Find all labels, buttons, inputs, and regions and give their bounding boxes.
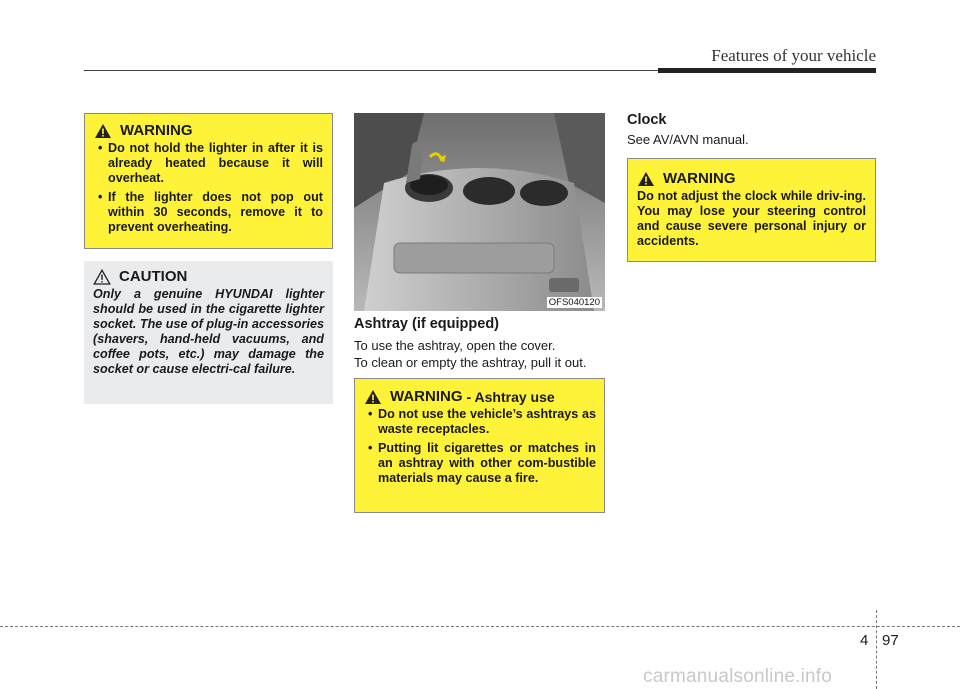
- center-console-illustration: [354, 113, 605, 311]
- section-title: Features of your vehicle: [711, 46, 876, 65]
- footer-rule: [0, 626, 960, 627]
- warning-heading: [637, 170, 866, 187]
- header-rule-accent: [658, 68, 876, 73]
- caution-text: Only a genuine HYUNDAI lighter should be used in the cigarette lighter socket. The use of plug-in accessories (shavers, hand-held vacuums, and coffee pots, etc.) may damage the socket or cause electri-cal failure.: [93, 287, 324, 376]
- caution-title: CAUTION: [119, 268, 188, 285]
- chapter-number: 4: [860, 632, 869, 649]
- lighter-warning-box: [84, 113, 333, 249]
- clock-text: See AV/AVN manual.: [627, 132, 749, 147]
- warning-triangle-icon: [364, 389, 382, 405]
- warning-text: Do not adjust the clock while driv-ing. You may lose your steering control and cause severe personal injury or accidents.: [637, 189, 866, 248]
- warning-item: • If the lighter does not pop out within 30 seconds, remove it to prevent overheating.: [94, 190, 323, 235]
- caution-heading: [93, 268, 324, 285]
- page-number: 97: [882, 632, 899, 649]
- ashtray-line: To clean or empty the ashtray, pull it out.: [354, 355, 587, 370]
- lighter-caution-box: [84, 261, 333, 404]
- warning-item: • Putting lit cigarettes or matches in an ashtray with other com-bustible materials may cause a fire.: [364, 441, 596, 486]
- clock-heading: Clock: [627, 112, 667, 128]
- warning-list: [364, 407, 596, 486]
- caution-triangle-icon: [93, 269, 111, 285]
- ashtray-warning-box: [354, 378, 605, 513]
- warning-item: • Do not hold the lighter in after it is already heated because it will overheat.: [94, 141, 323, 186]
- warning-heading: [94, 122, 323, 139]
- warning-triangle-icon: [94, 123, 112, 139]
- warning-item: • Do not use the vehicle’s ashtrays as waste receptacles.: [364, 407, 596, 437]
- warning-triangle-icon: [637, 171, 655, 187]
- clock-warning-box: [627, 158, 876, 262]
- warning-subtitle: - Ashtray use: [466, 388, 555, 405]
- image-code: OFS040120: [548, 297, 600, 308]
- ashtray-photo: [354, 113, 605, 311]
- watermark: carmanualsonline.info: [643, 666, 833, 687]
- ashtray-heading: Ashtray (if equipped): [354, 316, 500, 332]
- ashtray-line: To use the ashtray, open the cover.: [354, 338, 556, 353]
- warning-list: [94, 141, 323, 235]
- warning-heading: [364, 388, 596, 405]
- warning-title: WARNING: [390, 388, 463, 405]
- footer-divider: [876, 610, 877, 689]
- warning-title: WARNING: [663, 170, 736, 187]
- warning-title: WARNING: [120, 122, 193, 139]
